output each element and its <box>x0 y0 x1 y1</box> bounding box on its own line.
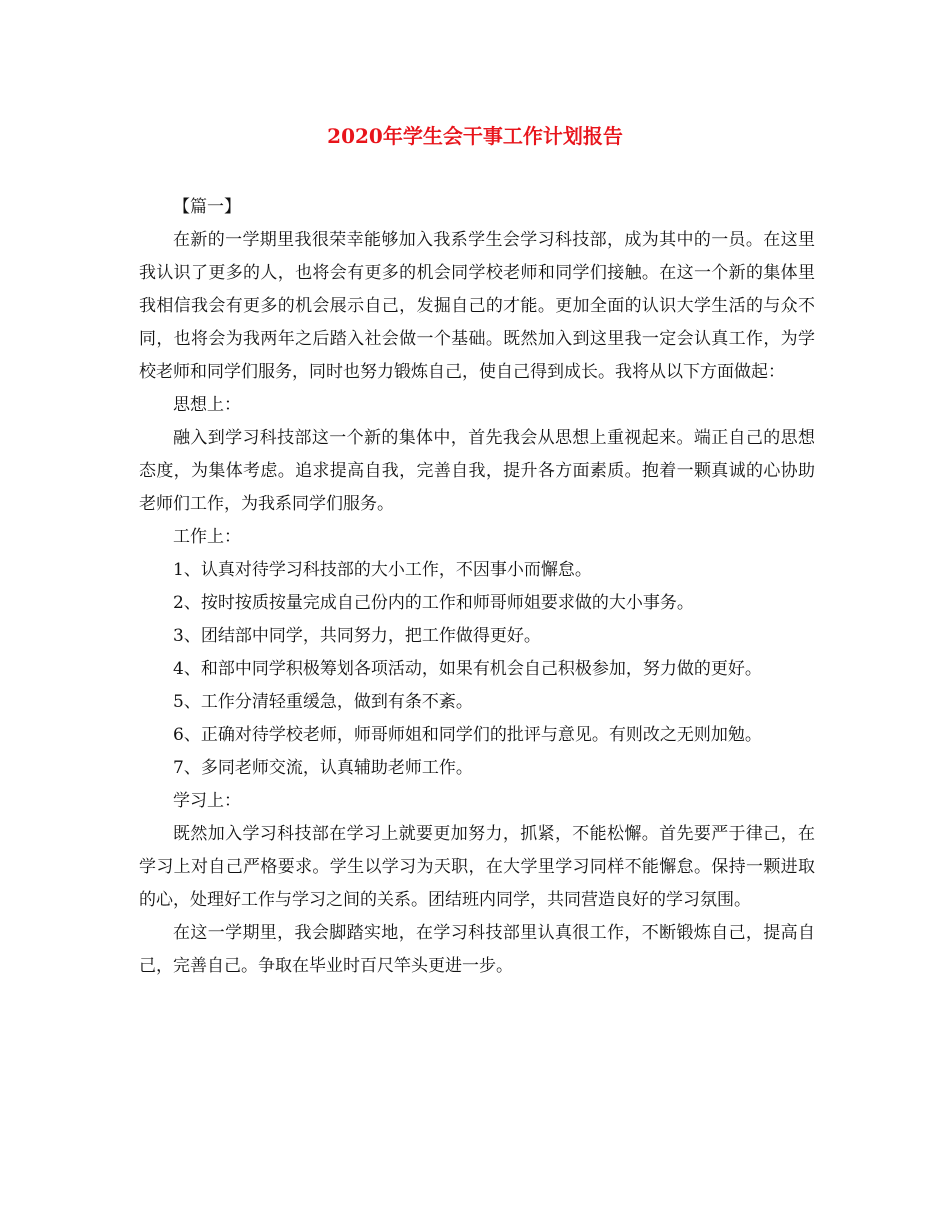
list-item: 4、和部中同学积极筹划各项活动，如果有机会自己积极参加，努力做的更好。 <box>173 659 762 679</box>
list-item: 3、团结部中同学，共同努力，把工作做得更好。 <box>173 626 541 646</box>
list-item: 5、工作分清轻重缓急，做到有条不紊。 <box>173 692 473 712</box>
section-heading-part-one: 【篇一】 <box>173 197 241 217</box>
list-item: 2、按时按质按量完成自己份内的工作和师哥师姐要求做的大小事务。 <box>173 593 694 613</box>
section-heading-work: 工作上： <box>173 527 241 547</box>
document-title: 2020年学生会干事工作计划报告 <box>327 124 623 148</box>
paragraph-study: 既然加入学习科技部在学习上就要更加努力，抓紧，不能松懈。首先要严于律己，在学习上对自己严格要求。学生以学习为天职，在大学里学习同样不能懈怠。保持一颗进取的心，处理好工作与学习之间的关系。团结班内同学，共同营造良好的学习氛围。 <box>139 824 815 910</box>
document-body <box>139 191 815 983</box>
list-item: 6、正确对待学校老师，师哥师姐和同学们的批评与意见。有则改之无则加勉。 <box>173 725 762 745</box>
paragraph-intro: 在新的一学期里我很荣幸能够加入我系学生会学习科技部，成为其中的一员。在这里我认识了更多的人，也将会有更多的机会同学校老师和同学们接触。在这一个新的集体里我相信我会有更多的机会展示自己，发掘自己的才能。更加全面的认识大学生活的与众不同，也将会为我两年之后踏入社会做一个基础。既然加入到这里我一定会认真工作，为学校老师和同学们服务，同时也努力锻炼自己，使自己得到成长。我将从以下方面做起： <box>139 230 815 382</box>
section-heading-thought: 思想上： <box>173 395 241 415</box>
list-item: 1、认真对待学习科技部的大小工作，不因事小而懈怠。 <box>173 560 592 580</box>
paragraph-conclusion: 在这一学期里，我会脚踏实地，在学习科技部里认真很工作，不断锻炼自己，提高自己，完善自己。争取在毕业时百尺竿头更进一步。 <box>139 923 815 976</box>
section-heading-study: 学习上： <box>173 791 241 811</box>
paragraph-thought: 融入到学习科技部这一个新的集体中，首先我会从思想上重视起来。端正自己的思想态度，为集体考虑。追求提高自我，完善自我，提升各方面素质。抱着一颗真诚的心协助老师们工作，为我系同学们服务。 <box>139 428 815 514</box>
list-item: 7、多同老师交流，认真辅助老师工作。 <box>173 758 473 778</box>
